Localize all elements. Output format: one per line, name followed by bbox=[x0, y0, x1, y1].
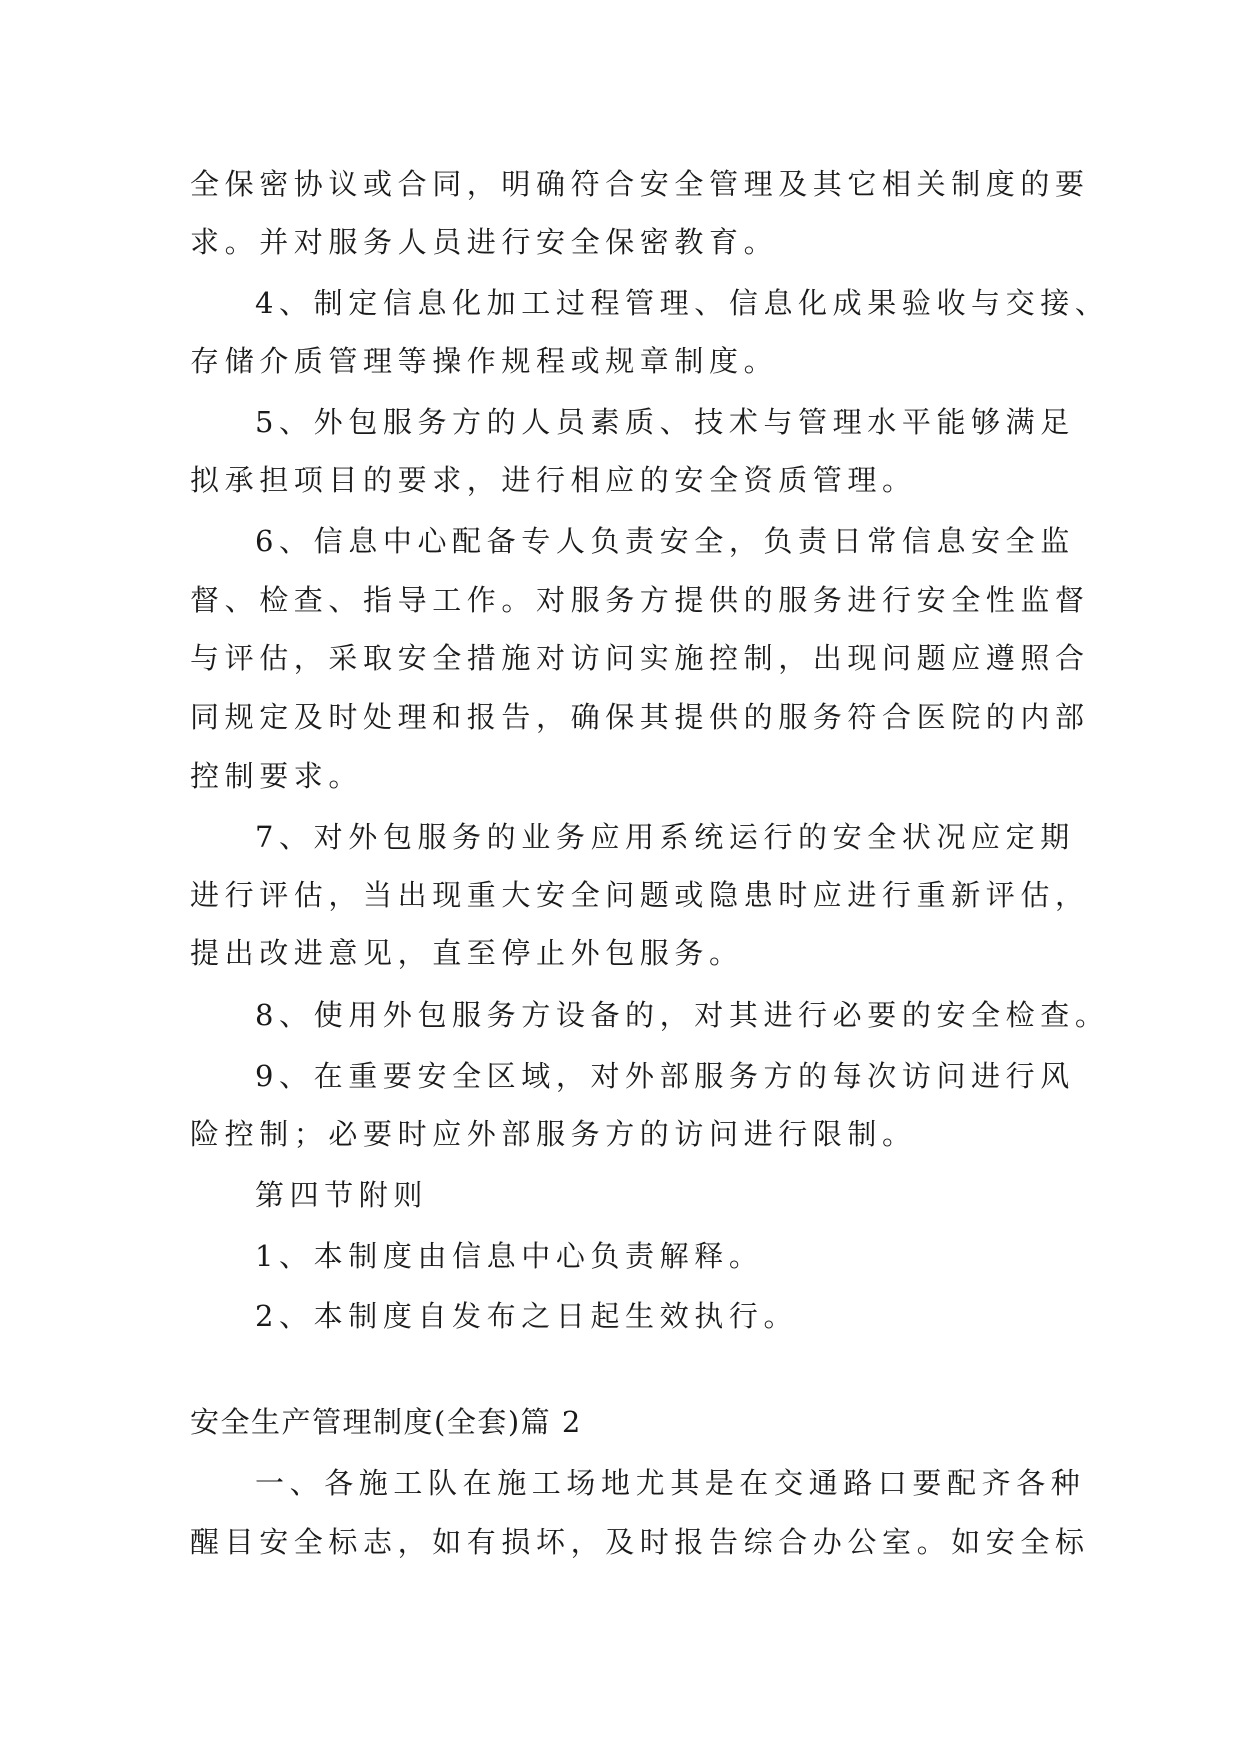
list-item-1-line: 1、本制度由信息中心负责解释。 bbox=[255, 1239, 764, 1273]
body-text-line: 同规定及时处理和报告，确保其提供的服务符合医院的内部 bbox=[190, 700, 1090, 734]
body-text-line: 进行评估，当出现重大安全问题或隐患时应进行重新评估， bbox=[190, 878, 1090, 912]
body-text-line: 求。并对服务人员进行安全保密教育。 bbox=[190, 225, 779, 259]
body-text-line: 存储介质管理等操作规程或规章制度。 bbox=[190, 344, 779, 378]
list-item-8-line: 8、使用外包服务方设备的，对其进行必要的安全检查。 bbox=[255, 998, 1110, 1032]
list-item-6-line: 6、信息中心配备专人负责安全，负责日常信息安全监 bbox=[255, 524, 1075, 558]
list-item-7-line: 7、对外包服务的业务应用系统运行的安全状况应定期 bbox=[255, 820, 1075, 854]
body-text-line: 全保密协议或合同，明确符合安全管理及其它相关制度的要 bbox=[190, 167, 1090, 201]
body-text-line: 提出改进意见，直至停止外包服务。 bbox=[190, 936, 744, 970]
article-title: 安全生产管理制度(全套)篇 2 bbox=[190, 1405, 582, 1439]
list-item-5-line: 5、外包服务方的人员素质、技术与管理水平能够满足 bbox=[255, 405, 1075, 439]
list-item-one-line: 一、各施工队在施工场地尤其是在交通路口要配齐各种 bbox=[255, 1466, 1086, 1500]
section-heading: 第四节附则 bbox=[255, 1178, 429, 1212]
body-text-line: 险控制；必要时应外部服务方的访问进行限制。 bbox=[190, 1117, 917, 1151]
body-text-line: 控制要求。 bbox=[190, 759, 364, 793]
list-item-4-line: 4、制定信息化加工过程管理、信息化成果验收与交接、 bbox=[255, 286, 1110, 320]
list-item-9-line: 9、在重要安全区域，对外部服务方的每次访问进行风 bbox=[255, 1059, 1075, 1093]
list-item-2-line: 2、本制度自发布之日起生效执行。 bbox=[255, 1299, 799, 1333]
body-text-line: 督、检查、指导工作。对服务方提供的服务进行安全性监督 bbox=[190, 583, 1090, 617]
body-text-line: 醒目安全标志，如有损坏，及时报告综合办公室。如安全标 bbox=[190, 1525, 1090, 1559]
body-text-line: 与评估，采取安全措施对访问实施控制，出现问题应遵照合 bbox=[190, 641, 1090, 675]
body-text-line: 拟承担项目的要求，进行相应的安全资质管理。 bbox=[190, 463, 917, 497]
